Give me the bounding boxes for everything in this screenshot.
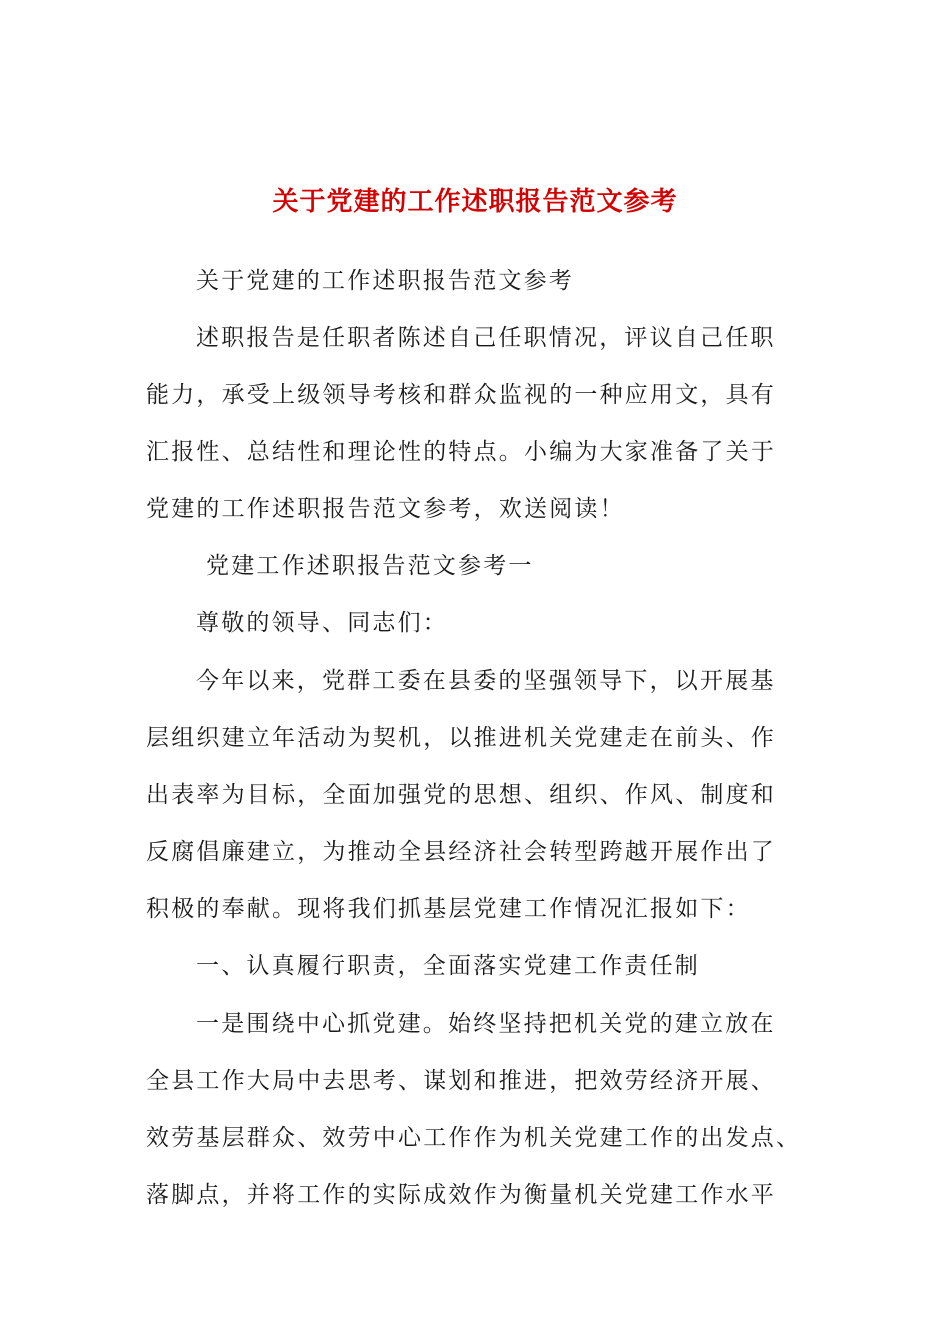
paragraph-line: 汇报性、总结性和理论性的特点。小编为大家准备了关于	[146, 439, 776, 465]
paragraph-line: 出表率为目标，全面加强党的思想、组织、作风、制度和	[146, 782, 776, 808]
salutation-line: 尊敬的领导、同志们：	[196, 610, 448, 636]
section-heading: 党建工作述职报告范文参考一	[206, 553, 534, 579]
paragraph-line: 积极的奉献。现将我们抓基层党建工作情况汇报如下：	[146, 896, 751, 922]
paragraph-line: 全县工作大局中去思考、谋划和推进，把效劳经济开展、	[146, 1068, 776, 1094]
paragraph-line: 述职报告是任职者陈述自己任职情况，评议自己任职	[196, 325, 776, 351]
paragraph-line: 党建的工作述职报告范文参考，欢送阅读！	[146, 496, 625, 522]
paragraph-line: 层组织建立年活动为契机，以推进机关党建走在前头、作	[146, 725, 776, 751]
paragraph-line: 一是围绕中心抓党建。始终坚持把机关党的建立放在	[196, 1011, 776, 1037]
paragraph-line: 能力，承受上级领导考核和群众监视的一种应用文，具有	[146, 382, 776, 408]
subtitle-line: 关于党建的工作述职报告范文参考	[196, 268, 574, 294]
paragraph-line: 效劳基层群众、效劳中心工作作为机关党建工作的出发点、	[146, 1125, 802, 1151]
section-heading: 一、认真履行职责，全面落实党建工作责任制	[196, 953, 700, 979]
paragraph-line: 今年以来，党群工委在县委的坚强领导下，以开展基	[196, 668, 776, 694]
document-title: 关于党建的工作述职报告范文参考	[272, 187, 678, 217]
paragraph-line: 反腐倡廉建立，为推动全县经济社会转型跨越开展作出了	[146, 839, 776, 865]
paragraph-line: 落脚点，并将工作的实际成效作为衡量机关党建工作水平	[146, 1182, 776, 1208]
